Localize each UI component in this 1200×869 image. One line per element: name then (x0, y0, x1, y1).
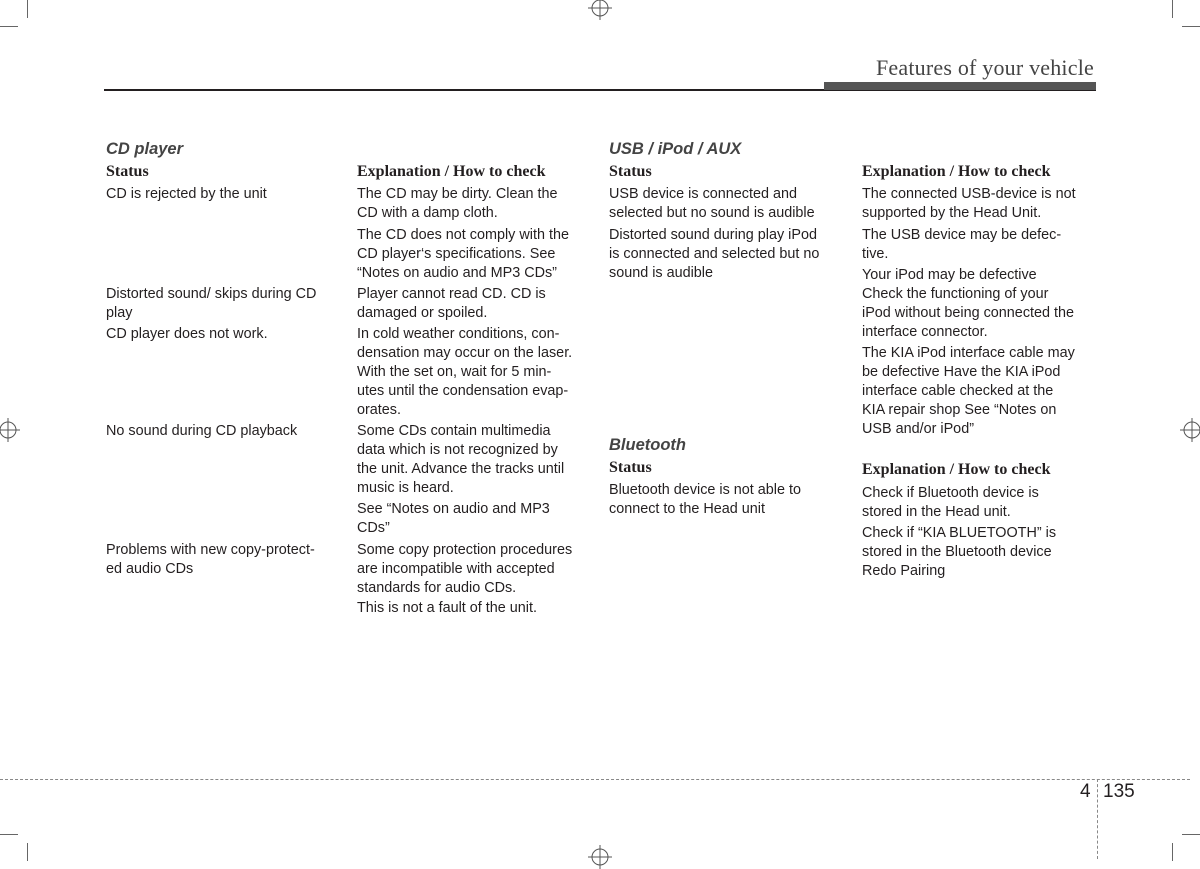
status-text: CD player does not work. (106, 326, 268, 342)
status-text: Problems with new copy-protect- ed audio CDs (106, 542, 315, 577)
column-header-status: Status (609, 163, 652, 180)
explanation-text: This is not a fault of the unit. (357, 600, 537, 616)
registration-mark-icon (588, 845, 612, 869)
column-header-status: Status (609, 459, 652, 476)
crop-mark (1172, 0, 1173, 18)
column-header-status: Status (106, 163, 149, 180)
registration-mark-icon (588, 0, 612, 20)
status-text: Distorted sound/ skips during CD play (106, 286, 317, 321)
explanation-text: Some copy protection procedures are incompatible with accepted standards for audio CDs. (357, 542, 573, 596)
explanation-text: In cold weather conditions, con- densation may occur on the laser. With the set on, wait for 5 min- utes until the condensation evap- orates. (357, 326, 573, 418)
registration-mark-icon (1180, 418, 1200, 442)
status-text: CD is rejected by the unit (106, 186, 267, 202)
status-text: Distorted sound during play iPod is connected and selected but no sound is audible (609, 227, 820, 281)
crop-mark (1182, 26, 1200, 27)
crop-mark (1172, 843, 1173, 861)
crop-mark (0, 834, 18, 835)
footer-divider (1097, 779, 1098, 859)
explanation-text: The USB device may be defec- tive. (862, 227, 1062, 262)
explanation-text: See “Notes on audio and MP3 CDs” (357, 501, 550, 536)
section-title-cd-player: CD player (106, 140, 184, 158)
footer-rule (0, 779, 1190, 780)
crop-mark (27, 843, 28, 861)
status-text: USB device is connected and selected but no sound is audible (609, 186, 815, 221)
explanation-text: The CD does not comply with the CD player‘s specifications. See “Notes on audio and MP3 CDs” (357, 227, 569, 281)
status-text: No sound during CD playback (106, 423, 298, 439)
section-title-usb-ipod-aux: USB / iPod / AUX (609, 140, 742, 158)
registration-mark-icon (0, 418, 20, 442)
explanation-text: Check if “KIA BLUETOOTH” is stored in the Bluetooth device Redo Pairing (862, 525, 1057, 579)
crop-mark (1182, 834, 1200, 835)
column-header-explanation: Explanation / How to check (862, 461, 1051, 478)
status-text: Bluetooth device is not able to connect to the Head unit (609, 482, 802, 517)
explanation-text: Check if Bluetooth device is stored in the Head unit. (862, 485, 1039, 520)
explanation-text: The CD may be dirty. Clean the CD with a damp cloth. (357, 186, 558, 221)
crop-mark (27, 0, 28, 18)
section-title-bluetooth: Bluetooth (609, 436, 686, 454)
column-header-explanation: Explanation / How to check (862, 163, 1051, 180)
page-header-title: Features of your vehicle (875, 55, 1094, 80)
chapter-number: 4 (1080, 781, 1091, 802)
column-header-explanation: Explanation / How to check (357, 163, 546, 180)
explanation-text: Player cannot read CD. CD is damaged or spoiled. (357, 286, 546, 321)
crop-mark (0, 26, 18, 27)
explanation-text: Your iPod may be defective Check the functioning of your iPod without being connected the interface connector. (862, 267, 1075, 340)
header-rule-accent (824, 82, 1096, 90)
explanation-text: The KIA iPod interface cable may be defective Have the KIA iPod interface cable checked at the KIA repair shop See “Notes on USB and/or iPod” (862, 345, 1075, 437)
explanation-text: The connected USB-device is not supported by the Head Unit. (862, 186, 1076, 221)
explanation-text: Some CDs contain multimedia data which is not recognized by the unit. Advance the tracks until music is heard. (357, 423, 565, 496)
page-number: 135 (1103, 781, 1135, 802)
